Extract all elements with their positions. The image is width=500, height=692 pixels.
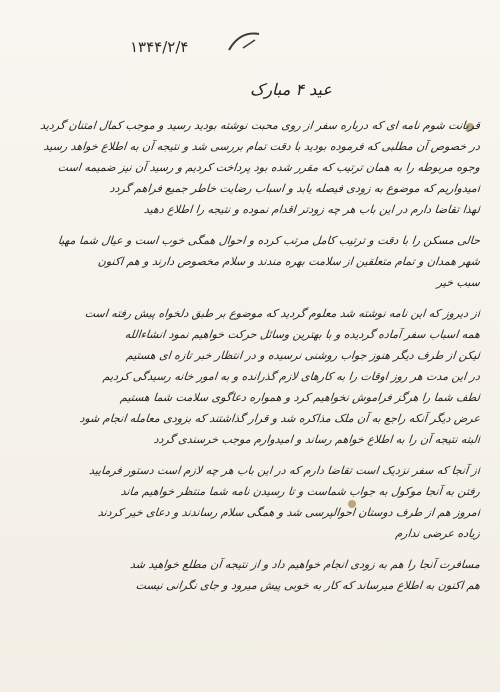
text-line: همه اسباب سفر آماده گردیده و با بهترین وسائل حرکت خواهیم نمود انشاءالله — [124, 328, 481, 341]
text-line: زیاده عرضی ندارم — [394, 527, 481, 540]
text-line: هم اکنون به اطلاع میرساند که کار به خوبی پیش میرود و جای نگرانی نیست — [135, 579, 481, 592]
text-line: سبب خیر — [436, 276, 481, 289]
text-line: شهر همدان و تمام متعلقین از سلامت بهره مندند و سلام مخصوص دارند و هم اکنون — [97, 255, 481, 268]
letter-body — [22, 115, 480, 682]
text-line: لطف شما را هرگز فراموش نخواهیم کرد و همواره دعاگوی سلامت شما هستیم — [119, 391, 481, 404]
text-line: مسافرت آنجا را هم به زودی انجام خواهیم داد و از نتیجه آن مطلع خواهید شد — [129, 558, 481, 571]
text-line: وجوه مربوطه را به همان ترتیب که مقرر شده بود پرداخت کردیم و رسید آن نیز ضمیمه است — [57, 161, 481, 174]
text-line: حالی مسکن را با دقت و ترتیب کامل مرتب کرده و احوال همگی خوب است و عیال شما مهیا — [57, 234, 481, 247]
text-line: از آنجا که سفر نزدیک است تقاضا دارم که در این باب هر چه لازم است دستور فرمایید — [88, 464, 481, 477]
salutation: عید ۴ مبارک — [250, 80, 332, 99]
text-line: رفتن به آنجا موکول به جواب شماست و تا رسیدن نامه شما منتظر خواهیم ماند — [120, 485, 481, 498]
text-line: قربانت شوم نامه ای که درباره سفر از روی محبت نوشته بودید رسید و موجب کمال امتنان گردید — [39, 119, 481, 132]
paragraph — [22, 303, 480, 450]
text-line: البته نتیجه آن را به اطلاع خواهم رساند و امیدوارم موجب خرسندی گردد — [153, 433, 481, 446]
text-line: در این مدت هر روز اوقات را به کارهای لازم گذرانده و به امور خانه رسیدگی کردیم — [102, 370, 481, 383]
pen-flourish-icon — [225, 28, 265, 58]
text-line: در خصوص آن مطلبی که فرموده بودید با دقت تمام بررسی شد و نتیجه آن به اطلاع خواهد رسید — [42, 140, 481, 153]
text-line: امروز هم از طرف دوستان احوالپرسی شد و همگی سلام رساندند و دعای خیر کردند — [97, 506, 481, 519]
paragraph — [22, 460, 480, 544]
paragraph — [22, 554, 480, 596]
text-line: از دیروز که این نامه نوشته شد معلوم گردید که موضوع بر طبق دلخواه پیش رفته است — [84, 307, 481, 320]
paragraph — [22, 115, 480, 220]
paragraph — [22, 230, 480, 293]
letter-date: ۱۳۴۴/۲/۴ — [130, 38, 189, 56]
text-line: لهذا تقاضا دارم در این باب هر چه زودتر اقدام نموده و نتیجه را اطلاع دهید — [143, 203, 481, 216]
text-line: امیدواریم که موضوع به زودی فیصله یابد و اسباب رضایت خاطر جمیع فراهم گردد — [109, 182, 481, 195]
text-line: لیکن از طرف دیگر هنوز جواب روشنی نرسیده و در انتظار خبر تازه ای هستیم — [125, 349, 481, 362]
text-line: عرض دیگر آنکه راجع به آن ملک مذاکره شد و قرار گذاشتند که بزودی معامله انجام شود — [79, 412, 481, 425]
